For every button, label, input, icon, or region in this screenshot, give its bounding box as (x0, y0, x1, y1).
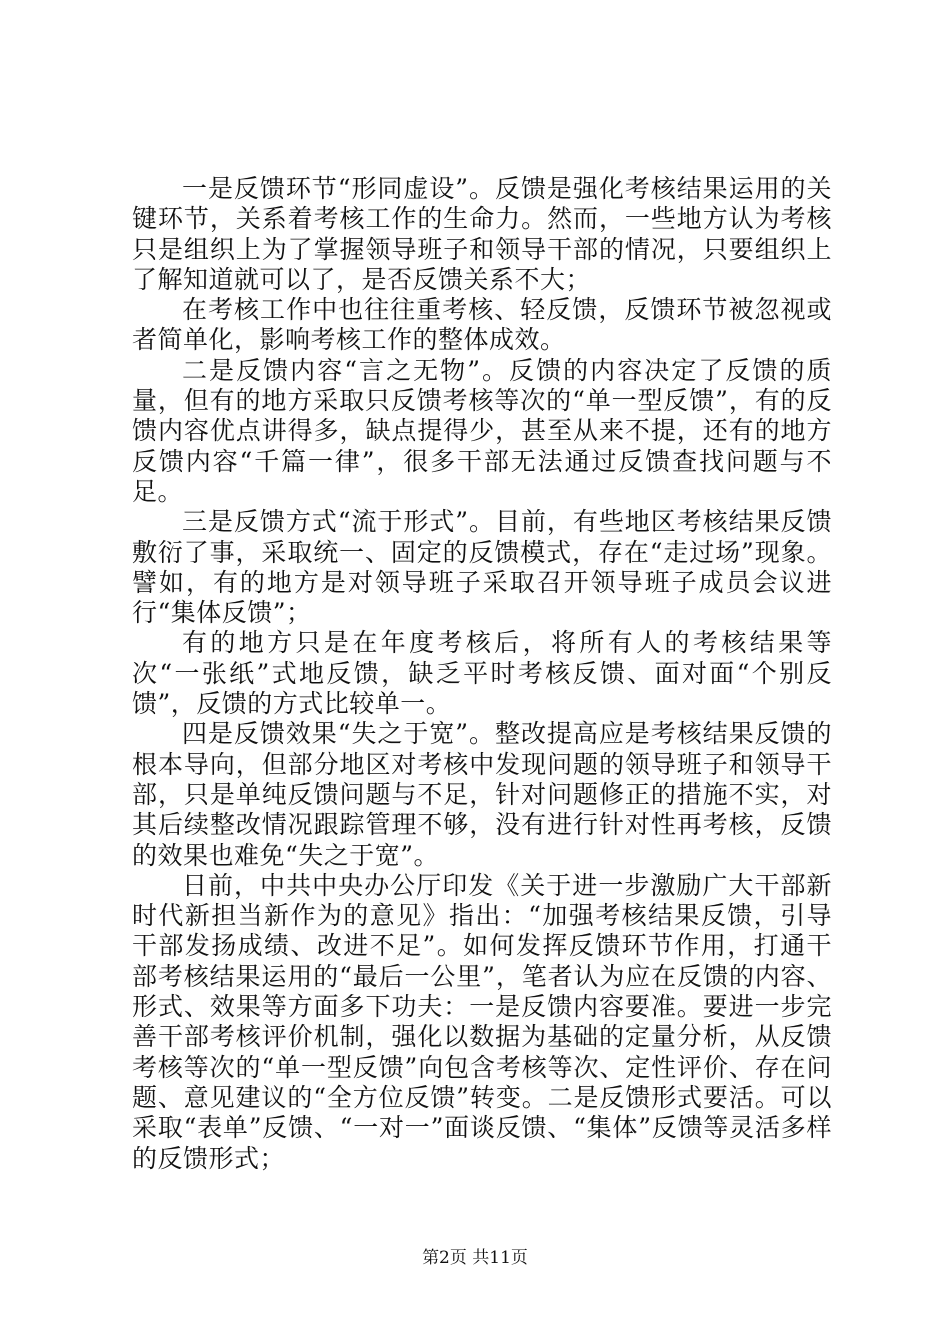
page-number: 第2页 共11页 (422, 1248, 528, 1268)
paragraph-4: 三是反馈方式“流于形式”。目前，有些地区考核结果反馈敷衍了事，采取统一、固定的反馈模式，存在“走过场”现象。譬如，有的地方是对领导班子采取召开领导班子成员会议进行“集体反馈”； (132, 507, 832, 628)
paragraph-7: 日前，中共中央办公厅印发《关于进一步激励广大干部新时代新担当新作为的意见》指出：“加强考核结果反馈，引导干部发扬成绩、改进不足”。如何发挥反馈环节作用，打通干部考核结果运用的“最后一公里”，笔者认为应在反馈的内容、形式、效果等方面多下功夫：一是反馈内容要准。要进一步完善干部考核评价机制，强化以数据为基础的定量分析，从反馈考核等次的“单一型反馈”向包含考核等次、定性评价、存在问题、意见建议的“全方位反馈”转变。二是反馈形式要活。可以采取“表单”反馈、“一对一”面谈反馈、“集体”反馈等灵活多样的反馈形式； (132, 870, 832, 1173)
paragraph-2: 在考核工作中也往往重考核、轻反馈，反馈环节被忽视或者简单化，影响考核工作的整体成效。 (132, 295, 832, 355)
document-body (132, 174, 832, 1174)
paragraph-5: 有的地方只是在年度考核后，将所有人的考核结果等次“一张纸”式地反馈，缺乏平时考核反馈、面对面“个别反馈”，反馈的方式比较单一。 (132, 628, 832, 719)
paragraph-1: 一是反馈环节“形同虚设”。反馈是强化考核结果运用的关键环节，关系着考核工作的生命力。然而，一些地方认为考核只是组织上为了掌握领导班子和领导干部的情况，只要组织上了解知道就可以了，是否反馈关系不大； (132, 174, 832, 294)
paragraph-6: 四是反馈效果“失之于宽”。整改提高应是考核结果反馈的根本导向，但部分地区对考核中发现问题的领导班子和领导干部，只是单纯反馈问题与不足，针对问题修正的措施不实，对其后续整改情况跟踪管理不够，没有进行针对性再考核，反馈的效果也难免“失之于宽”。 (132, 719, 832, 870)
paragraph-3: 二是反馈内容“言之无物”。反馈的内容决定了反馈的质量，但有的地方采取只反馈考核等次的“单一型反馈”，有的反馈内容优点讲得多，缺点提得少，甚至从来不提，还有的地方反馈内容“千篇一律”，很多干部无法通过反馈查找问题与不足。 (132, 355, 832, 506)
page-footer (0, 1243, 950, 1268)
